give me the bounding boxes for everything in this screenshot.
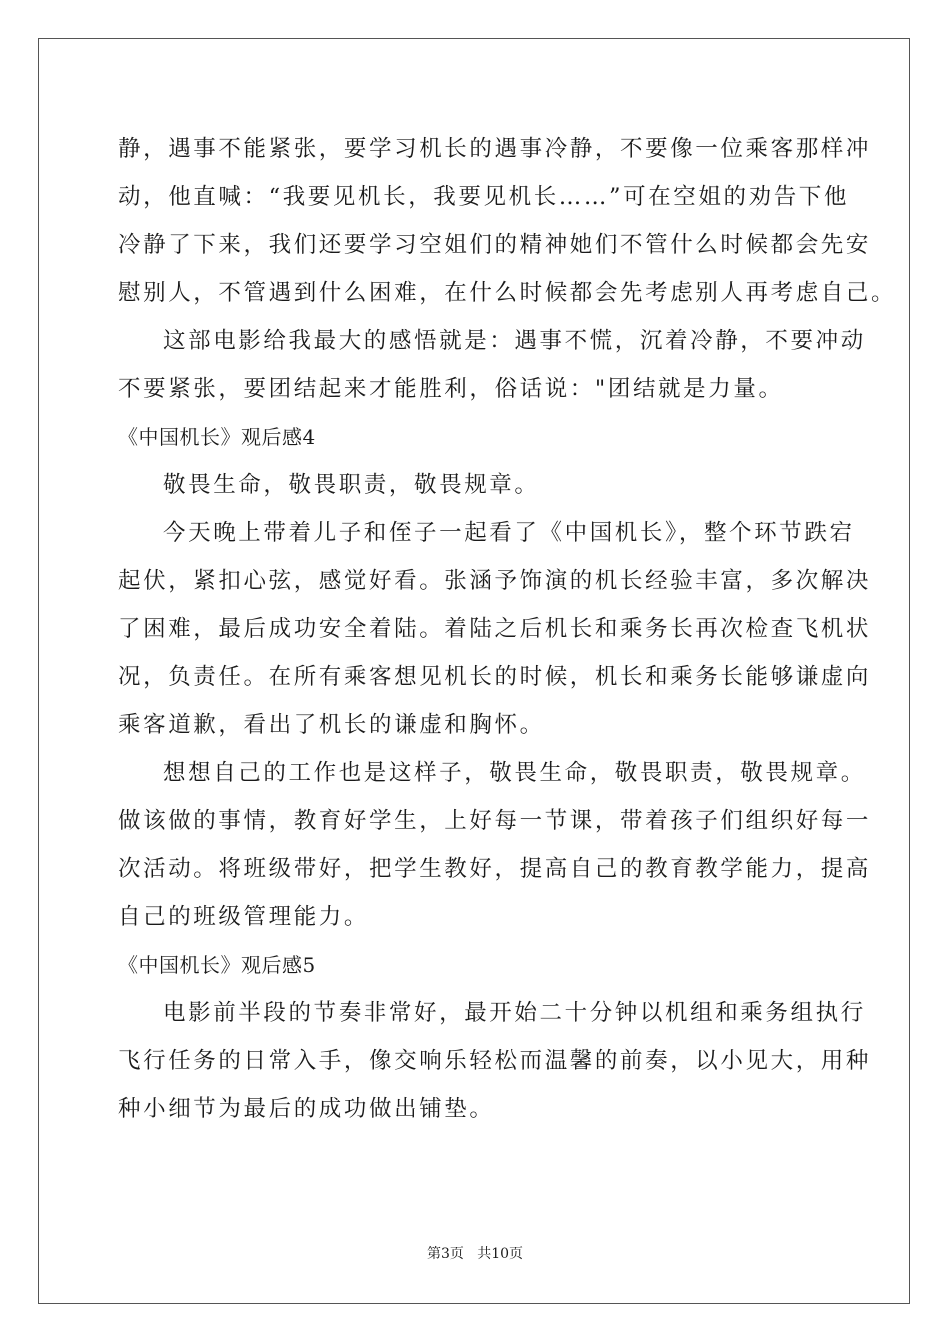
paragraph-line: 况，负责任。在所有乘客想见机长的时候，机长和乘务长能够谦虚向 xyxy=(118,664,872,690)
paragraph-line: 了困难，最后成功安全着陆。着陆之后机长和乘务长再次检查飞机状 xyxy=(118,616,872,642)
paragraph-line: 种小细节为最后的成功做出铺垫。 xyxy=(118,1096,495,1122)
page-number-footer: 第3页 共10页 xyxy=(426,1246,524,1262)
paragraph-line: 动，他直喊：“我要见机长，我要见机长……”可在空姐的劝告下他 xyxy=(118,184,850,210)
paragraph-line: 不要紧张，要团结起来才能胜利，俗话说："团结就是力量。 xyxy=(118,376,784,402)
paragraph-line: 这部电影给我最大的感悟就是：遇事不慌，沉着冷静，不要冲动 xyxy=(163,328,866,354)
paragraph-line: 自己的班级管理能力。 xyxy=(118,904,370,930)
paragraph-line: 起伏，紧扣心弦，感觉好看。张涵予饰演的机长经验丰富，多次解决 xyxy=(118,568,872,594)
paragraph-line: 今天晚上带着儿子和侄子一起看了《中国机长》，整个环节跌宕 xyxy=(163,520,855,546)
paragraph-line: 慰别人，不管遇到什么困难，在什么时候都会先考虑别人再考虑自己。 xyxy=(118,280,897,306)
section-heading: 《中国机长》观后感4 xyxy=(118,425,316,449)
paragraph-line: 乘客道歉，看出了机长的谦虚和胸怀。 xyxy=(118,712,545,738)
paragraph-line: 敬畏生命，敬畏职责，敬畏规章。 xyxy=(163,472,540,498)
paragraph-line: 静，遇事不能紧张，要学习机长的遇事冷静，不要像一位乘客那样冲 xyxy=(118,136,872,162)
paragraph-line: 想想自己的工作也是这样子，敬畏生命，敬畏职责，敬畏规章。 xyxy=(163,760,866,786)
section-heading: 《中国机长》观后感5 xyxy=(118,953,316,977)
paragraph-line: 做该做的事情，教育好学生，上好每一节课，带着孩子们组织好每一 xyxy=(118,808,872,834)
paragraph-line: 冷静了下来，我们还要学习空姐们的精神她们不管什么时候都会先安 xyxy=(118,232,872,258)
paragraph-line: 次活动。将班级带好，把学生教好，提高自己的教育教学能力，提高 xyxy=(118,856,872,882)
paragraph-line: 飞行任务的日常入手，像交响乐轻松而温馨的前奏，以小见大，用种 xyxy=(118,1048,872,1074)
paragraph-line: 电影前半段的节奏非常好，最开始二十分钟以机组和乘务组执行 xyxy=(163,1000,866,1026)
